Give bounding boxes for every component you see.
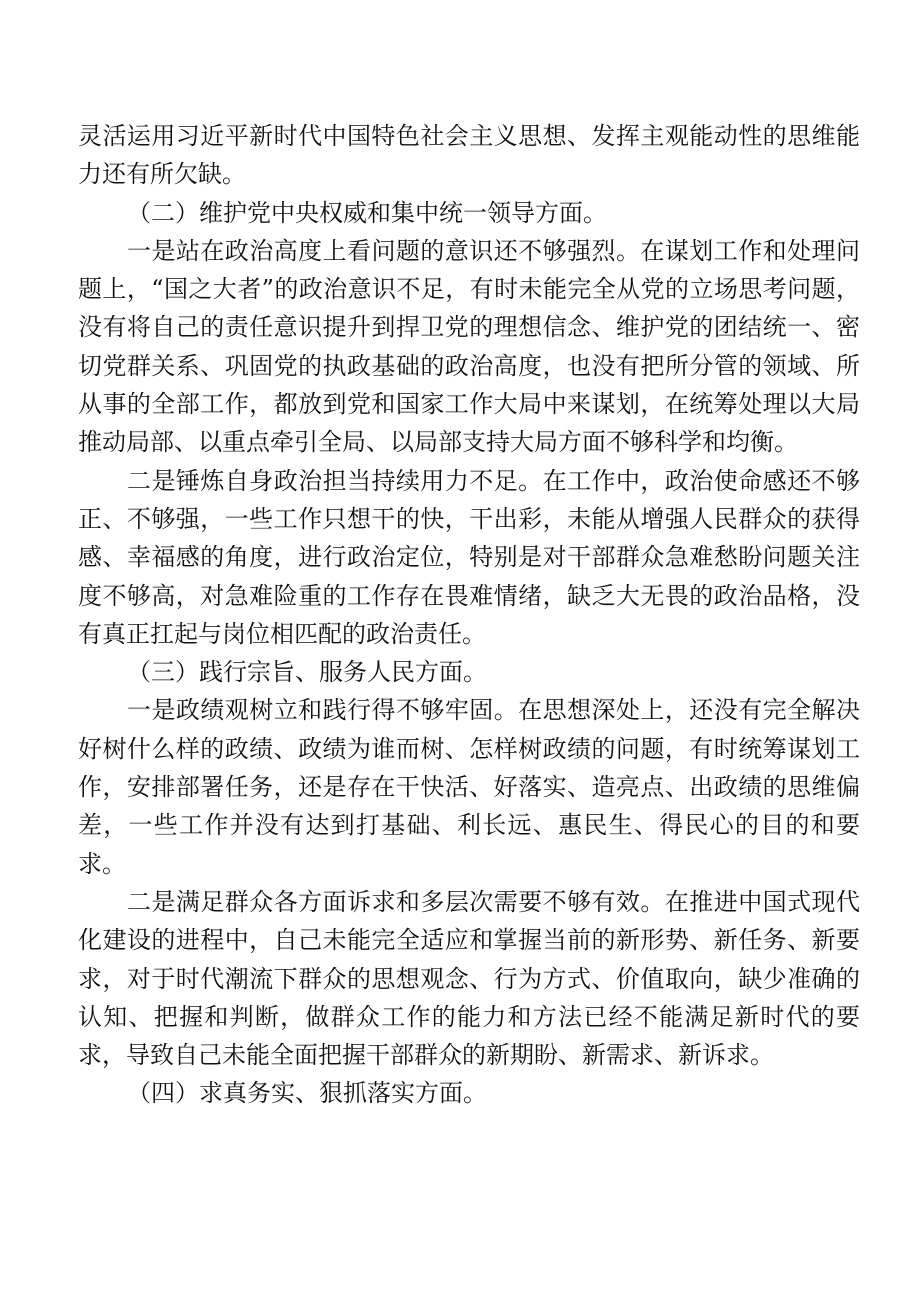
paragraph-continuation: 灵活运用习近平新时代中国特色社会主义思想、发挥主观能动性的思维能力还有所欠缺。 — [78, 122, 860, 189]
paragraph-public-needs: 二是满足群众各方面诉求和多层次需要不够有效。在推进中国式现代化建设的进程中，自己未能完全适应和掌握当前的新形势、新任务、新要求，对于时代潮流下群众的思想观念、行为方式、价值取向，缺少准确的认知、把握和判断，做群众工作的能力和方法已经不能满足新时代的要求，导致自己未能全面把握干部群众的新期盼、新需求、新诉求。 — [78, 887, 860, 1070]
section-heading-3: （三）践行宗旨、服务人民方面。 — [127, 658, 487, 687]
paragraph-political-responsibility: 二是锤炼自身政治担当持续用力不足。在工作中，政治使命感还不够正、不够强，一些工作只想干的快，干出彩，未能从增强人民群众的获得感、幸福感的角度，进行政治定位，特别是对干部群众急难愁盼问题关注度不够高，对急难险重的工作存在畏难情绪，缺乏大无畏的政治品格，没有真正扛起与岗位相匹配的政治责任。 — [78, 466, 860, 648]
document-page — [78, 117, 860, 1113]
paragraph-performance-view: 一是政绩观树立和践行得不够牢固。在思想深处上，还没有完全解决好树什么样的政绩、政绩为谁而树、怎样树政绩的问题，有时统筹谋划工作，安排部署任务，还是存在干快活、好落实、造亮点、出政绩的思维偏差，一些工作并没有达到打基础、利长远、惠民生、得民心的目的和要求。 — [78, 696, 860, 878]
section-heading-4: （四）求真务实、狠抓落实方面。 — [127, 1079, 487, 1108]
section-heading-2: （二）维护党中央权威和集中统一领导方面。 — [127, 198, 607, 227]
paragraph-political-awareness: 一是站在政治高度上看问题的意识还不够强烈。在谋划工作和处理问题上，“国之大者”的政治意识不足，有时未能完全从党的立场思考问题，没有将自己的责任意识提升到捍卫党的理想信念、维护党的团结统一、密切党群关系、巩固党的执政基础的政治高度，也没有把所分管的领域、所从事的全部工作，都放到党和国家工作大局中来谋划，在统筹处理以大局推动局部、以重点牵引全局、以局部支持大局方面不够科学和均衡。 — [78, 236, 860, 457]
